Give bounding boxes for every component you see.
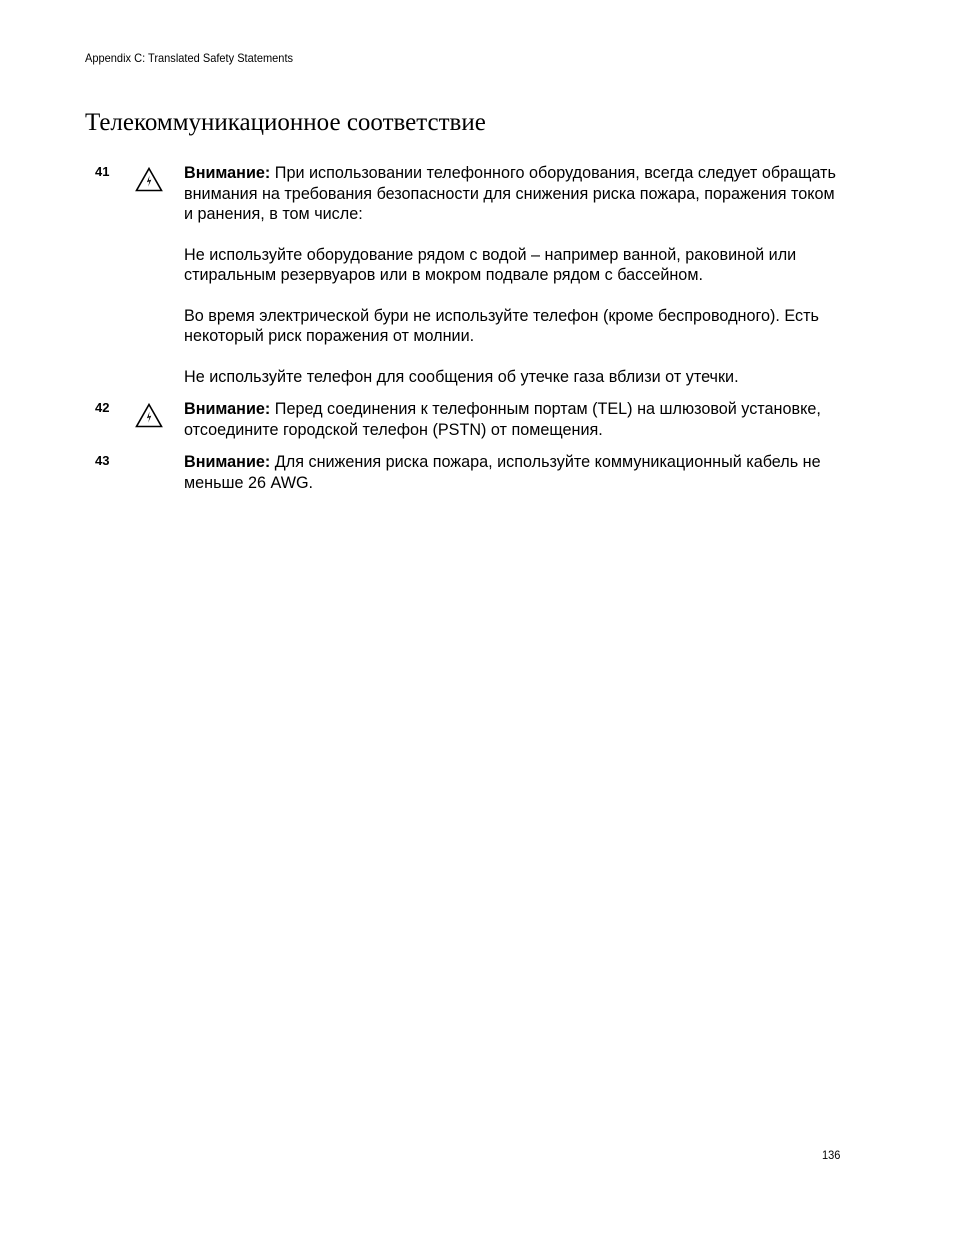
statement-body [184, 163, 844, 387]
statement-lead-paragraph [184, 163, 844, 225]
statement-lead-text: Перед соединения к телефонным портам (TEL) на шлюзовой установке, отсоедините городской телефон (PSTN) от помещения. [184, 400, 821, 439]
warning-label: Внимание: [184, 453, 271, 471]
warning-label: Внимание: [184, 400, 271, 418]
statement-number: 41 [95, 164, 110, 179]
statement-lead-text: Для снижения риска пожара, используйте коммуникационный кабель не меньше 26 AWG. [184, 453, 821, 492]
statement-lead-paragraph [184, 452, 844, 493]
electrical-hazard-warning-icon [135, 403, 163, 428]
statement-lead-text: При использовании телефонного оборудования, всегда следует обращать внимания на требования безопасности для снижения риска пожара, поражения током и ранения, в том числе: [184, 164, 836, 223]
statement-body [184, 452, 844, 493]
statement-paragraph: Во время электрической бури не используйте телефон (кроме беспроводного). Есть некоторый риск поражения от молнии. [184, 306, 819, 345]
statement-paragraph: Не используйте оборудование рядом с водой – например ванной, раковиной или стиральным резервуаров или в мокром подвале рядом с бассейном. [184, 245, 797, 284]
statement-paragraph: Не используйте телефон для сообщения об утечке газа вблизи от утечки. [184, 367, 739, 386]
page-number: 136 [822, 1148, 841, 1162]
statement-number: 42 [95, 400, 110, 415]
electrical-hazard-warning-icon [135, 167, 163, 192]
statement-lead-paragraph [184, 399, 844, 440]
statement-number: 43 [95, 453, 110, 468]
running-header: Appendix C: Translated Safety Statements [85, 51, 294, 65]
warning-label: Внимание: [184, 164, 271, 182]
section-title: Телекоммуникационное соответствие [85, 109, 486, 136]
statement-body [184, 399, 844, 440]
